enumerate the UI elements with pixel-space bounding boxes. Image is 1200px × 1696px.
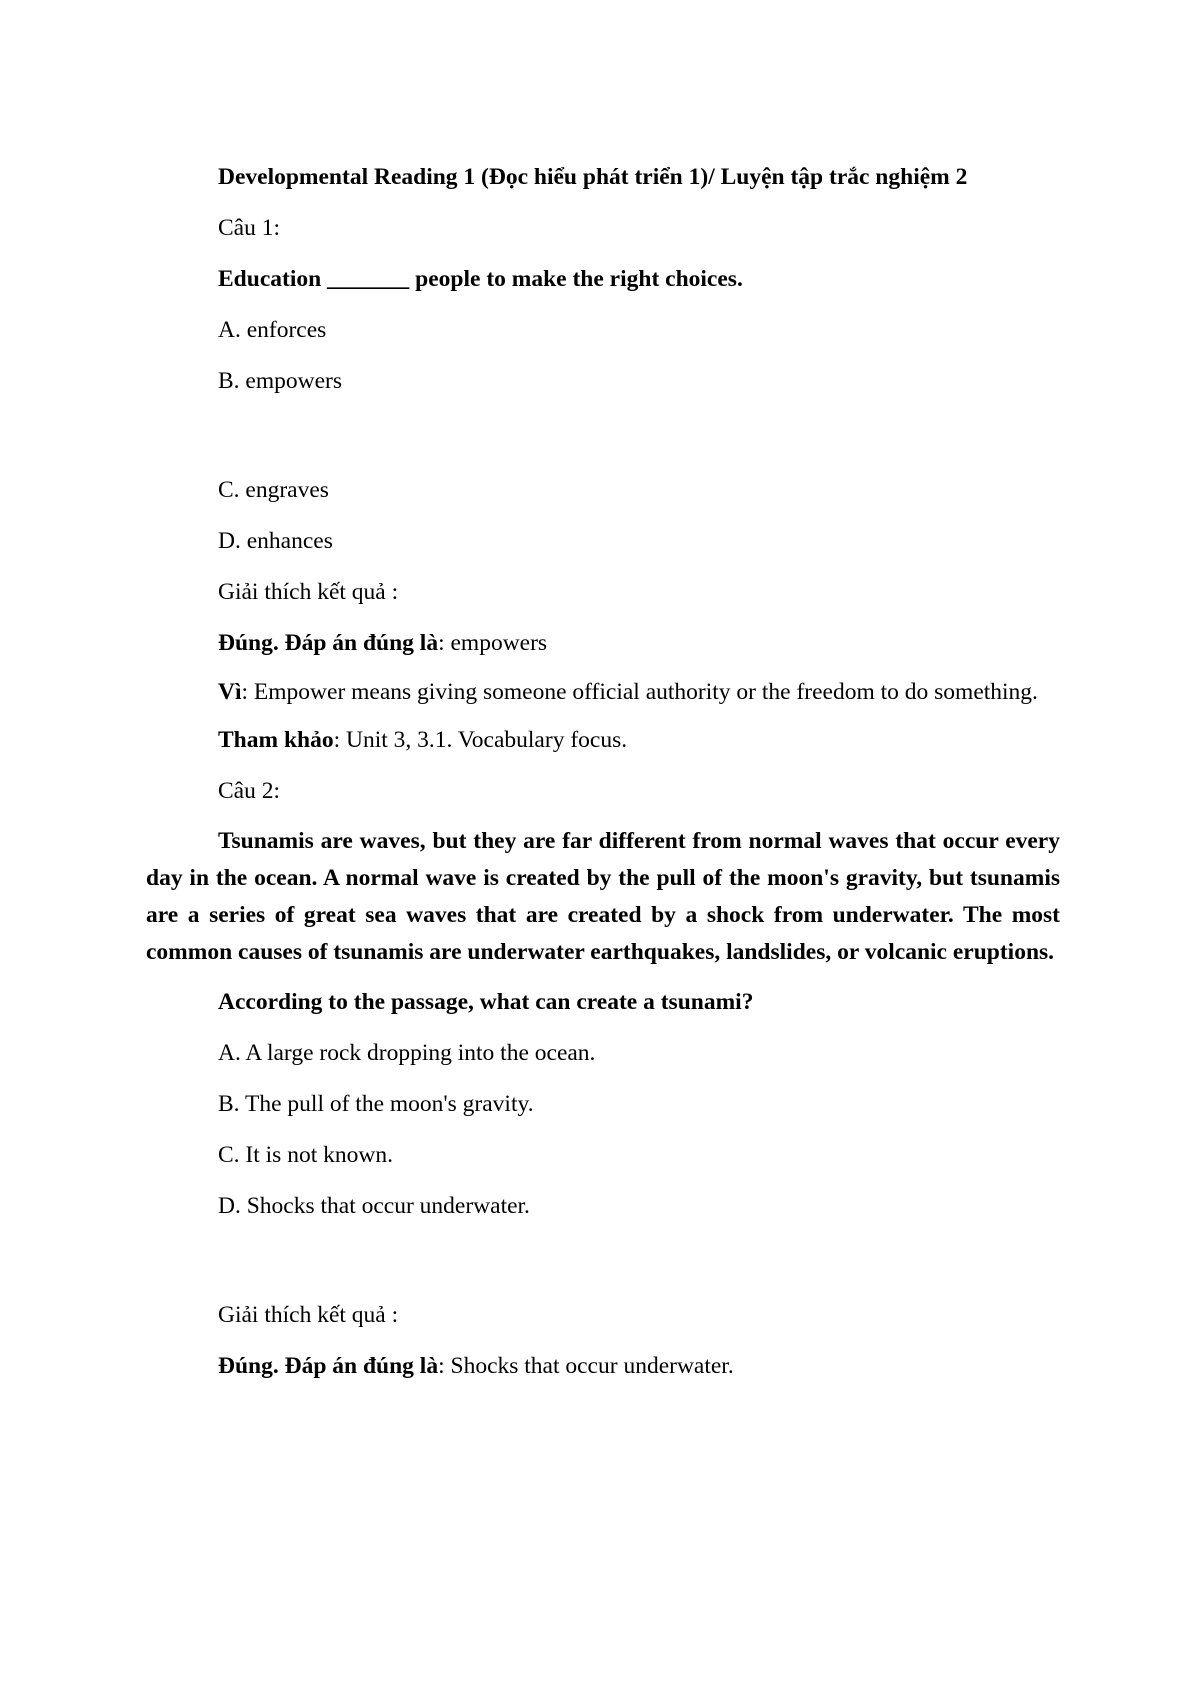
correct-prefix: Đúng. Đáp án đúng là	[218, 1353, 439, 1379]
question-2-option-c: C. It is not known.	[218, 1142, 393, 1168]
question-2-label: Câu 2:	[218, 778, 281, 804]
question-1-option-a: A. enforces	[218, 317, 327, 343]
question-1-correct-answer	[146, 624, 1060, 663]
question-1-reference	[146, 721, 1060, 760]
correct-prefix: Đúng. Đáp án đúng là	[218, 630, 439, 656]
question-1-option-b: B. empowers	[218, 368, 343, 394]
question-2-option-d: D. Shocks that occur underwater.	[218, 1193, 530, 1219]
reason-text: : Empower means giving someone official authority or the freedom to do something.	[241, 679, 1038, 705]
question-1-option-c: C. engraves	[218, 477, 329, 503]
question-2-explain-label: Giải thích kết quả :	[218, 1302, 399, 1328]
correct-answer-text: : Shocks that occur underwater.	[438, 1353, 734, 1379]
spacer	[146, 401, 1060, 471]
question-2-correct-answer	[146, 1347, 1060, 1386]
document-page	[146, 158, 1060, 1398]
question-1-reason	[146, 675, 1060, 709]
reference-text: : Unit 3, 3.1. Vocabulary focus.	[333, 727, 628, 753]
spacer	[146, 1226, 1060, 1296]
question-1-option-d: D. enhances	[218, 528, 333, 554]
question-2-option-b: B. The pull of the moon's gravity.	[218, 1091, 534, 1117]
question-1-text: Education _______ people to make the right choices.	[218, 266, 743, 292]
question-2-option-a: A. A large rock dropping into the ocean.	[218, 1040, 596, 1066]
reference-prefix: Tham khảo	[218, 727, 334, 753]
question-1-label: Câu 1:	[218, 215, 281, 241]
question-2-passage: Tsunamis are waves, but they are far different from normal waves that occur every day in the ocean. A normal wave is created by the pull of the moon's gravity, but tsunamis are a series of great sea waves that are created by a shock from underwater. The most common causes of tsunamis are underwater earthquakes, landslides, or volcanic eruptions.	[146, 828, 1060, 965]
document-title: Developmental Reading 1 (Đọc hiểu phát triển 1)/ Luyện tập trắc nghiệm 2	[218, 164, 968, 190]
reason-prefix: Vì	[218, 679, 242, 705]
question-1-explain-label: Giải thích kết quả :	[218, 579, 399, 605]
question-2-text: According to the passage, what can create a tsunami?	[218, 989, 754, 1015]
correct-answer-text: : empowers	[438, 630, 548, 656]
